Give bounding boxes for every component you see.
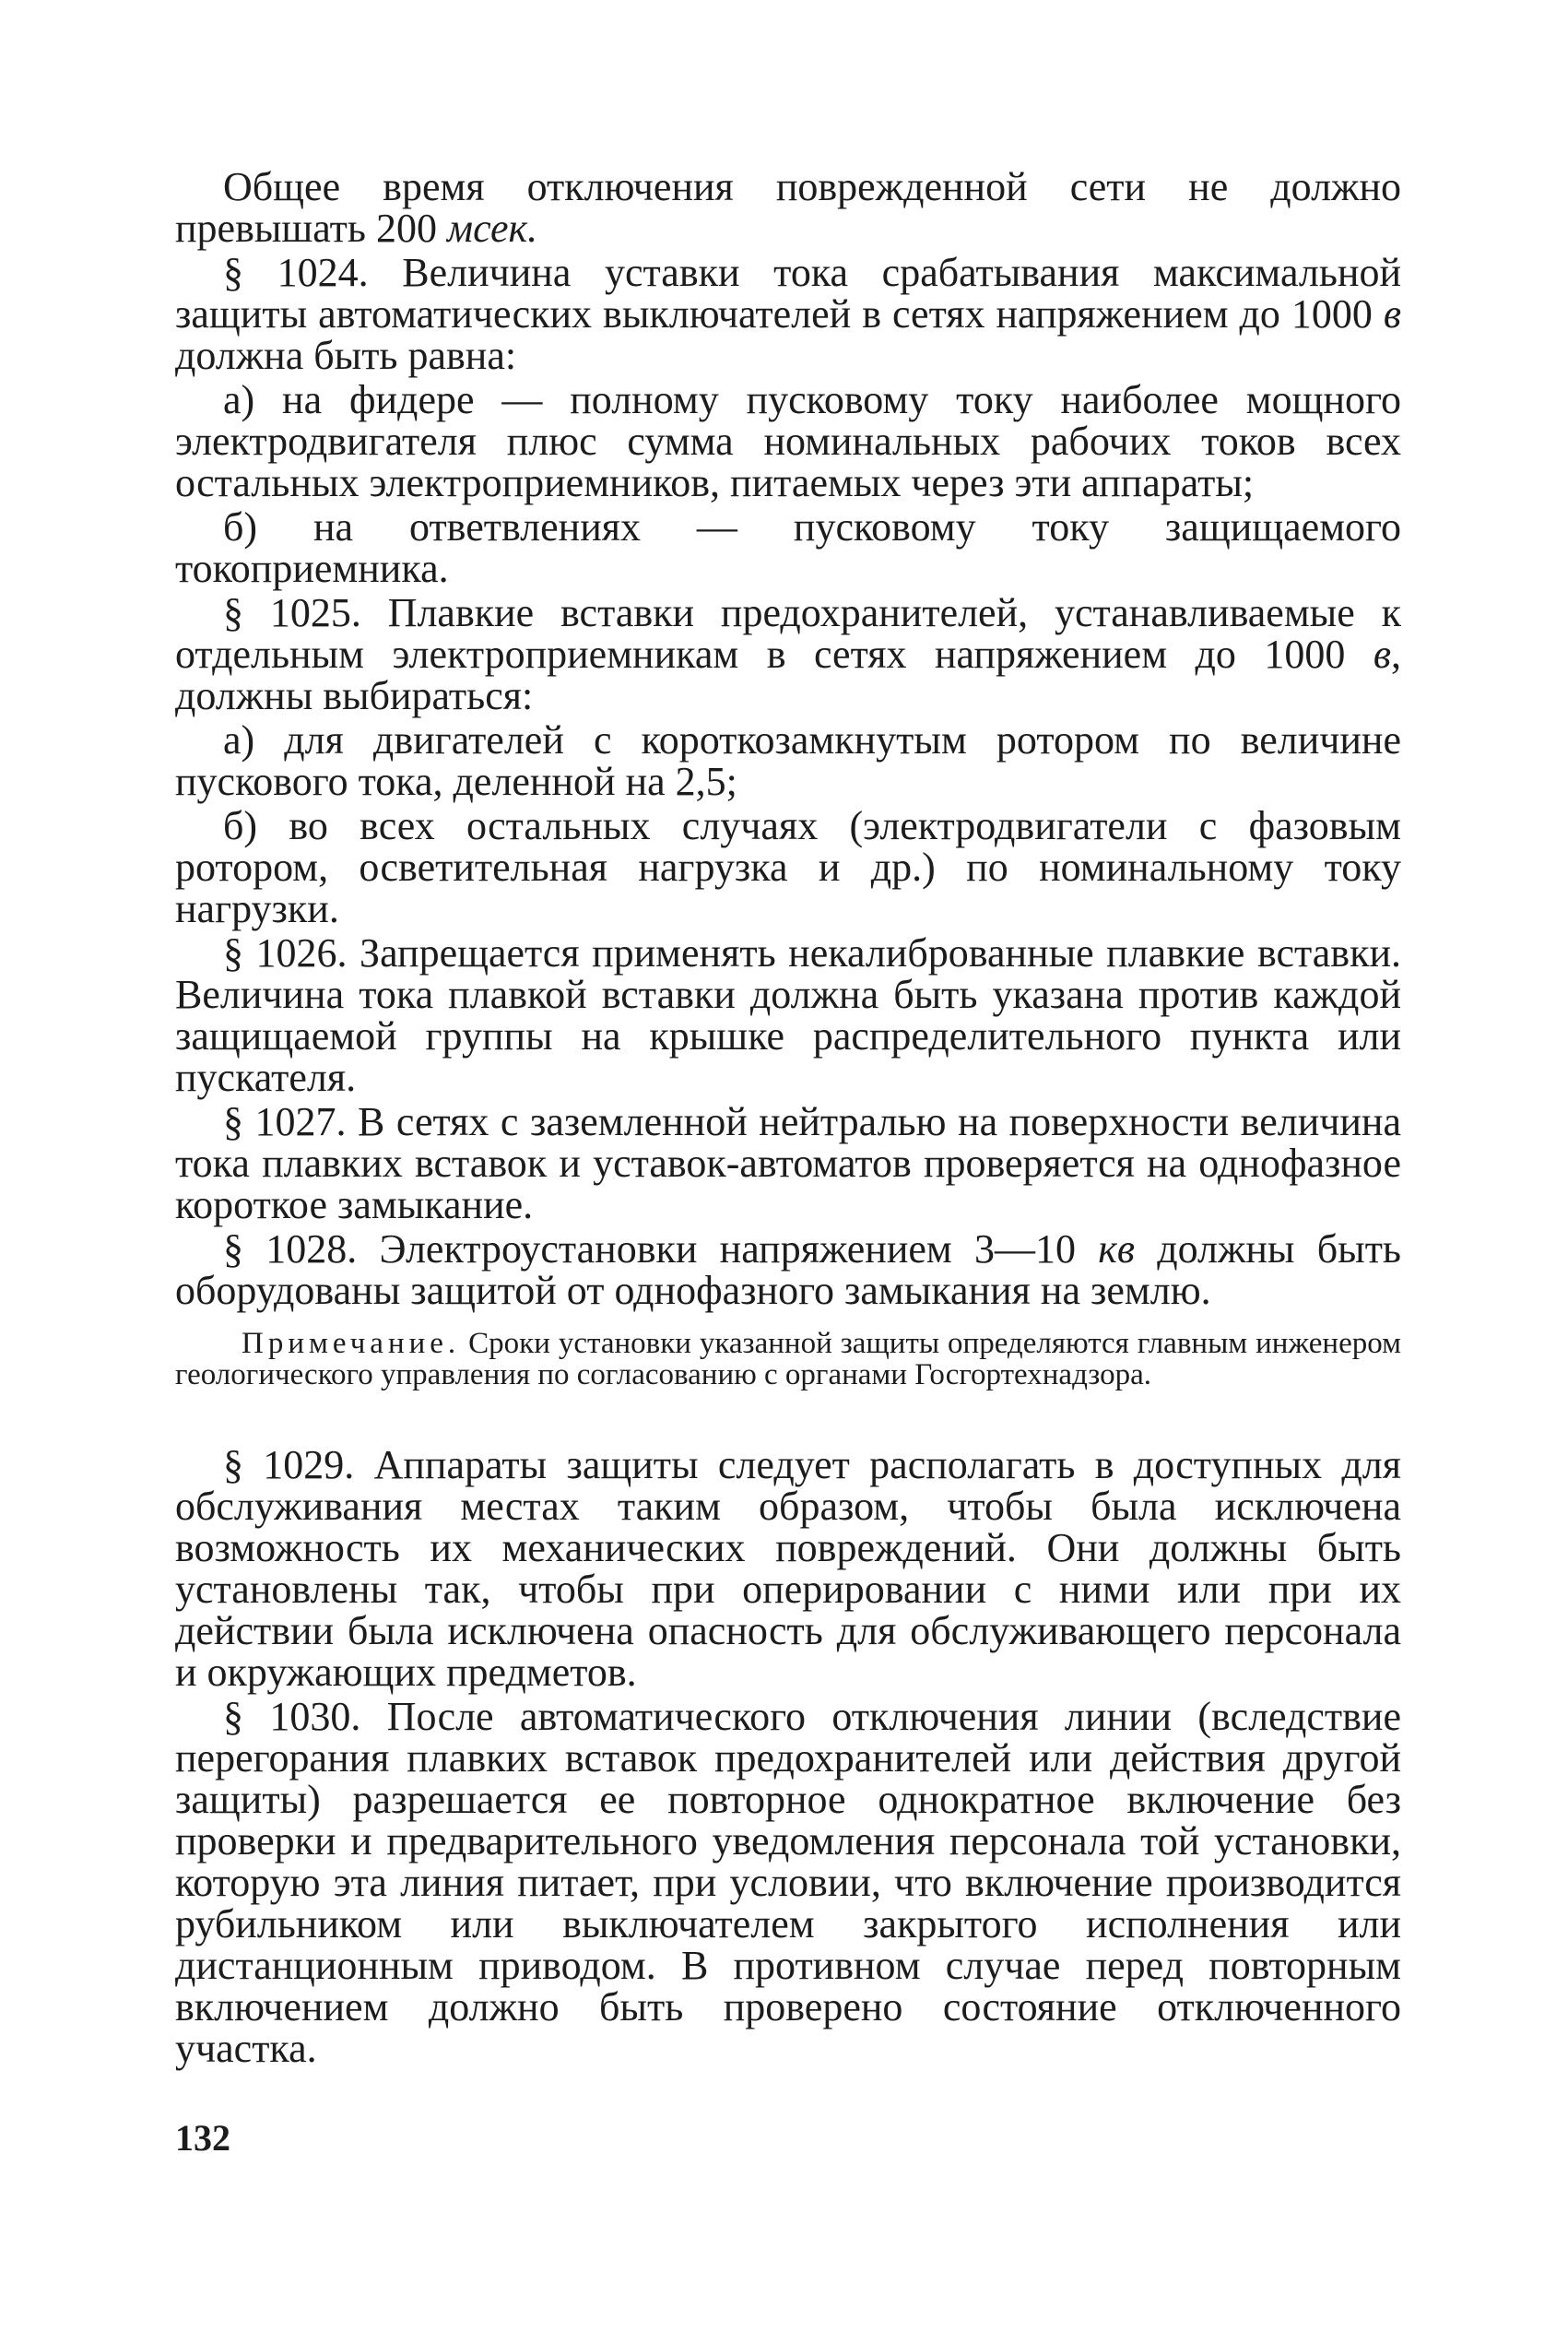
paragraph-1025 [175, 592, 1401, 716]
page-number: 132 [175, 2117, 230, 2159]
note [175, 1328, 1401, 1390]
unit-text: мсек. [446, 206, 538, 251]
paragraph-text: должны быть оборудованы защитой от однофазного замыкания на землю. [175, 1226, 1401, 1313]
paragraph-1024 [175, 252, 1401, 376]
unit-text: кв [1098, 1226, 1135, 1272]
unit-text: в [1373, 632, 1391, 677]
unit-text: в [1383, 291, 1401, 337]
paragraph-text: § 1024. Величина уставки тока срабатывания максимальной защиты автоматических выключателей в сетях напряжением до 1000 [175, 250, 1401, 337]
paragraph-1025-b: б) во всех остальных случаях (электродвигатели с фазовым ротором, осветительная нагрузка и др.) по номинальному току нагрузки. [175, 803, 1401, 931]
paragraph-1030: § 1030. После автоматического отключения линии (вследствие перегорания плавких вставок предохранителей или действия другой защиты) разрешается ее повторное однократное включение без проверки и предварительного уведомления персонала той установки, которую эта линия питает, при условии, что включение производится рубильником или выключателем закрытого исполнения или дистанционным приводом. В противном случае перед повторным включением должно быть проверено состояние отключенного участка. [175, 1694, 1401, 2071]
paragraph-1025-a: а) для двигателей с короткозамкнутым ротором по величине пускового тока, деленной на 2,5; [175, 717, 1401, 804]
paragraph-text: § 1028. Электроустановки напряжением 3—10 [223, 1226, 1099, 1272]
paragraph-text: должна быть равна: [175, 333, 517, 378]
paragraph-general-time [175, 166, 1401, 249]
paragraph-text: , должны выбираться: [175, 632, 1401, 718]
paragraph-1026: § 1026. Запрещается применять некалиброванные плавкие вставки. Величина тока плавкой вставки должна быть указана против каждой защищаемой группы на крышке распределительного пункта или пускателя. [175, 930, 1401, 1100]
paragraph-text: § 1025. Плавкие вставки предохранителей, устанавливаемые к отдельным электроприемникам в сетях напряжением до 1000 [175, 590, 1401, 677]
paragraph-1024-b: б) на ответвлениях — пусковому току защищаемого токоприемника. [175, 504, 1401, 591]
paragraph-1029: § 1029. Аппараты защиты следует располагать в доступных для обслуживания местах таким образом, чтобы была исключена возможность их механических повреждений. Они должны быть установлены так, чтобы при оперировании с ними или при их действии была исключена опасность для обслуживающего персонала и окружающих предметов. [175, 1442, 1401, 1695]
paragraph-1028 [175, 1228, 1401, 1311]
note-text: Сроки установки указанной защиты определяются главным инженером геологического управления по согласованию с органами Госгортехнадзора. [175, 1327, 1401, 1391]
paragraph-text: Общее время отключения поврежденной сети не должно превышать 200 [175, 164, 1401, 251]
paragraph-1024-a: а) на фидере — полному пусковому току наиболее мощного электродвигателя плюс сумма номинальных рабочих токов всех остальных электроприемников, питаемых через эти аппараты; [175, 377, 1401, 505]
page-body [175, 166, 1401, 2072]
note-label: Примечание. [242, 1327, 461, 1360]
paragraph-1027: § 1027. В сетях с заземленной нейтралью на поверхности величина тока плавких вставок и уставок-автоматов проверяется на однофазное короткое замыкание. [175, 1099, 1401, 1227]
